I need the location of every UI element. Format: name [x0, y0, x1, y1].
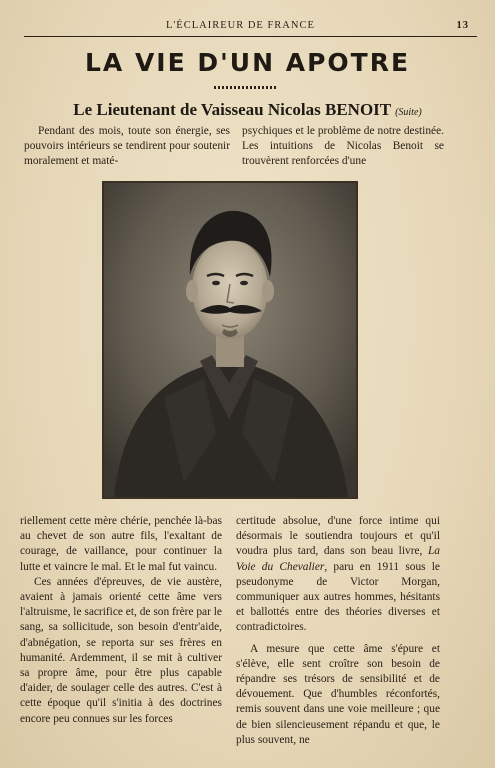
title-ornament — [214, 86, 276, 89]
paragraph: Ces années d'épreuves, de vie austère, avaient à jamais orienté cette âme vers l'altruisme, le sacrifice et, de son frère par le sang, sa sollicitude, son besoin d'entr'aide, d'abnégation, se reporta sur ses frères en humanité. Ardemment, il se mit à cultiver sa propre âme, pour être plus capable d'aider, de soulager celle des autres. C'est à cette époque qu'il s'initia à des doctrines encore peu connues sur les forces — [20, 575, 222, 725]
text-run: certitude absolue, d'une force intime qui désormais le soutiendra toujours et qu'il voudra plus tard, dans son beau livre, — [236, 515, 440, 558]
header-rule — [24, 36, 477, 37]
paragraph: A mesure que cette âme s'épure et s'élève, elle sent croître son besoin de répandre ses trésors de sensibilité et de dévouement. Que d'humbles réconfortés, remis souvent dans une voie meilleure ; que de bien silencieusement répandu et que, le plus souvent, ne — [236, 642, 440, 746]
running-header — [24, 18, 475, 34]
paragraph: riellement cette mère chérie, penchée là-bas au chevet de son autre fils, l'exaltant de courage, de vaillance, pour continuer la lutte et vaincre le mal. Et le mal fut vaincu. — [20, 515, 222, 573]
portrait-illustration — [104, 183, 356, 497]
column-bottom-right — [236, 514, 440, 748]
article-subtitle — [0, 100, 495, 120]
page-number: 13 — [456, 20, 469, 31]
column-bottom-left — [20, 514, 222, 727]
subtitle-text: Le Lieutenant de Vaisseau Nicolas BENOIT — [73, 100, 391, 119]
column-top-left — [24, 124, 230, 170]
paragraph — [236, 514, 440, 636]
paragraph: Pendant des mois, toute son énergie, ses pouvoirs intérieurs se tendirent pour soutenir moralement et maté- — [24, 125, 230, 168]
subtitle-note: (Suite) — [395, 107, 422, 118]
article-title: LA VIE D'UN APOTRE — [84, 48, 411, 77]
paragraph: psychiques et le problème de notre destinée. Les intuitions de Nicolas Benoit se trouvèrent renforcées d'une — [242, 125, 444, 168]
journal-title: L'ÉCLAIREUR DE FRANCE — [166, 20, 315, 31]
book-title: La Voie du Chevalier — [236, 545, 440, 573]
portrait-photo — [102, 181, 358, 499]
text-run: , paru en 1911 sous le pseudonyme de Victor Morgan, communiquer aux autres hommes, hésitants et ballottés entre des théories diverses et contradictoires. — [236, 560, 440, 634]
column-top-right — [242, 124, 444, 170]
